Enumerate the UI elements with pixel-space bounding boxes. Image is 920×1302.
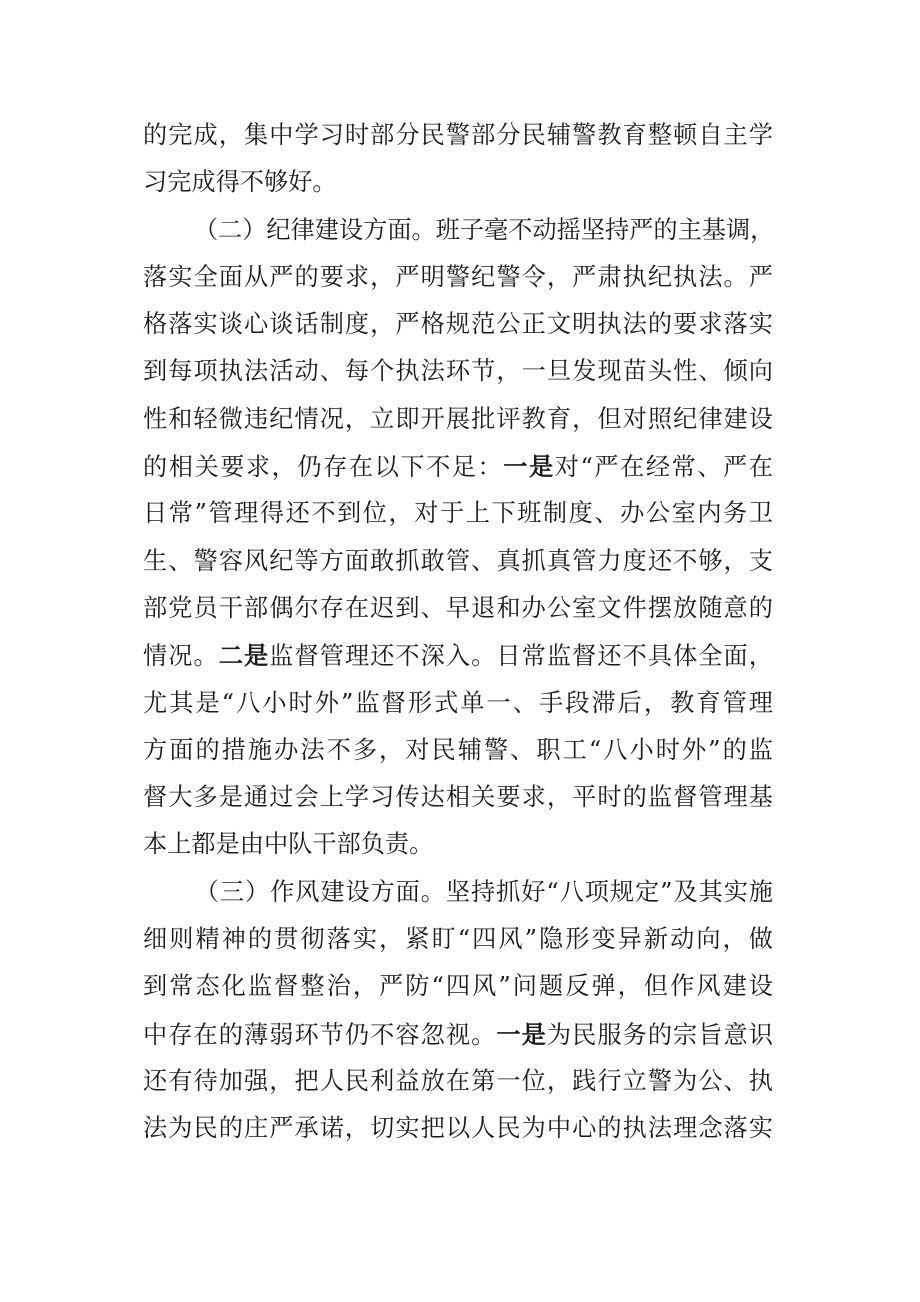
text-line	[143, 254, 773, 301]
text-line	[143, 1058, 773, 1105]
text-line	[143, 585, 773, 632]
text-segment: 还有待加强，把人民利益放在第一位，践行立警为公、执	[143, 1066, 773, 1095]
text-line	[143, 869, 773, 916]
text-line	[143, 1011, 773, 1058]
text-segment: 为民服务的宗旨意识	[546, 1020, 773, 1049]
emphasis-text: 二是	[218, 641, 270, 671]
text-line	[143, 1105, 773, 1152]
text-segment: 的相关要求，仍存在以下不足：	[143, 453, 504, 482]
text-line	[143, 207, 773, 254]
text-line	[143, 112, 773, 159]
emphasis-text: 一是	[503, 452, 555, 482]
text-segment: 到每项执法活动、每个执法环节，一旦发现苗头性、倾向	[143, 357, 773, 386]
text-line	[143, 963, 773, 1010]
text-segment: 本上都是由中队干部负责。	[143, 830, 434, 859]
text-line	[143, 443, 773, 490]
text-segment: 到常态化监督整治，严防“四风”问题反弹，但作风建设	[143, 972, 773, 1001]
document-body	[143, 112, 773, 1153]
text-segment: （三）作风建设方面。坚持抓好“八项规定”及其实施	[193, 877, 773, 906]
text-line	[143, 632, 773, 679]
text-line	[143, 348, 773, 395]
text-line	[143, 490, 773, 537]
text-segment: 方面的措施办法不多，对民辅警、职工“八小时外”的监	[143, 735, 773, 764]
text-segment: 尤其是“八小时外”监督形式单一、手段滞后，教育管理	[143, 688, 773, 717]
text-line	[143, 916, 773, 963]
text-line	[143, 680, 773, 727]
text-segment: 法为民的庄严承诺，切实把以人民为中心的执法理念落实	[143, 1114, 773, 1143]
text-line	[143, 301, 773, 348]
text-segment: 对“严在经常、严在	[554, 453, 773, 482]
text-line	[143, 821, 773, 868]
text-line	[143, 774, 773, 821]
text-segment: 督大多是通过会上学习传达相关要求，平时的监督管理基	[143, 783, 773, 812]
emphasis-text: 一是	[496, 1019, 547, 1049]
text-segment: 生、警容风纪等方面敢抓敢管、真抓真管力度还不够，支	[143, 546, 773, 575]
text-segment: 监督管理还不深入。日常监督还不具体全面，	[269, 642, 773, 671]
text-line	[143, 159, 773, 206]
text-segment: 性和轻微违纪情况，立即开展批评教育，但对照纪律建设	[143, 404, 773, 433]
text-line	[143, 396, 773, 443]
text-segment: 格落实谈心谈话制度，严格规范公正文明执法的要求落实	[143, 310, 773, 339]
text-line	[143, 538, 773, 585]
text-segment: 部党员干部偶尔存在迟到、早退和办公室文件摆放随意的	[143, 593, 773, 622]
text-segment: 细则精神的贯彻落实，紧盯“四风”隐形变异新动向，做	[143, 925, 773, 954]
text-line	[143, 727, 773, 774]
text-segment: 习完成得不够好。	[143, 168, 337, 197]
text-segment: 落实全面从严的要求，严明警纪警令，严肃执纪执法。严	[143, 262, 773, 291]
text-segment: 情况。	[143, 642, 219, 671]
text-segment: 日常”管理得还不到位，对于上下班制度、办公室内务卫	[143, 499, 773, 528]
text-segment: 中存在的薄弱环节仍不容忽视。	[143, 1020, 497, 1049]
text-segment: （二）纪律建设方面。班子毫不动摇坚持严的主基调，	[193, 215, 775, 244]
text-segment: 的完成，集中学习时部分民警部分民辅警教育整顿自主学	[143, 121, 773, 149]
